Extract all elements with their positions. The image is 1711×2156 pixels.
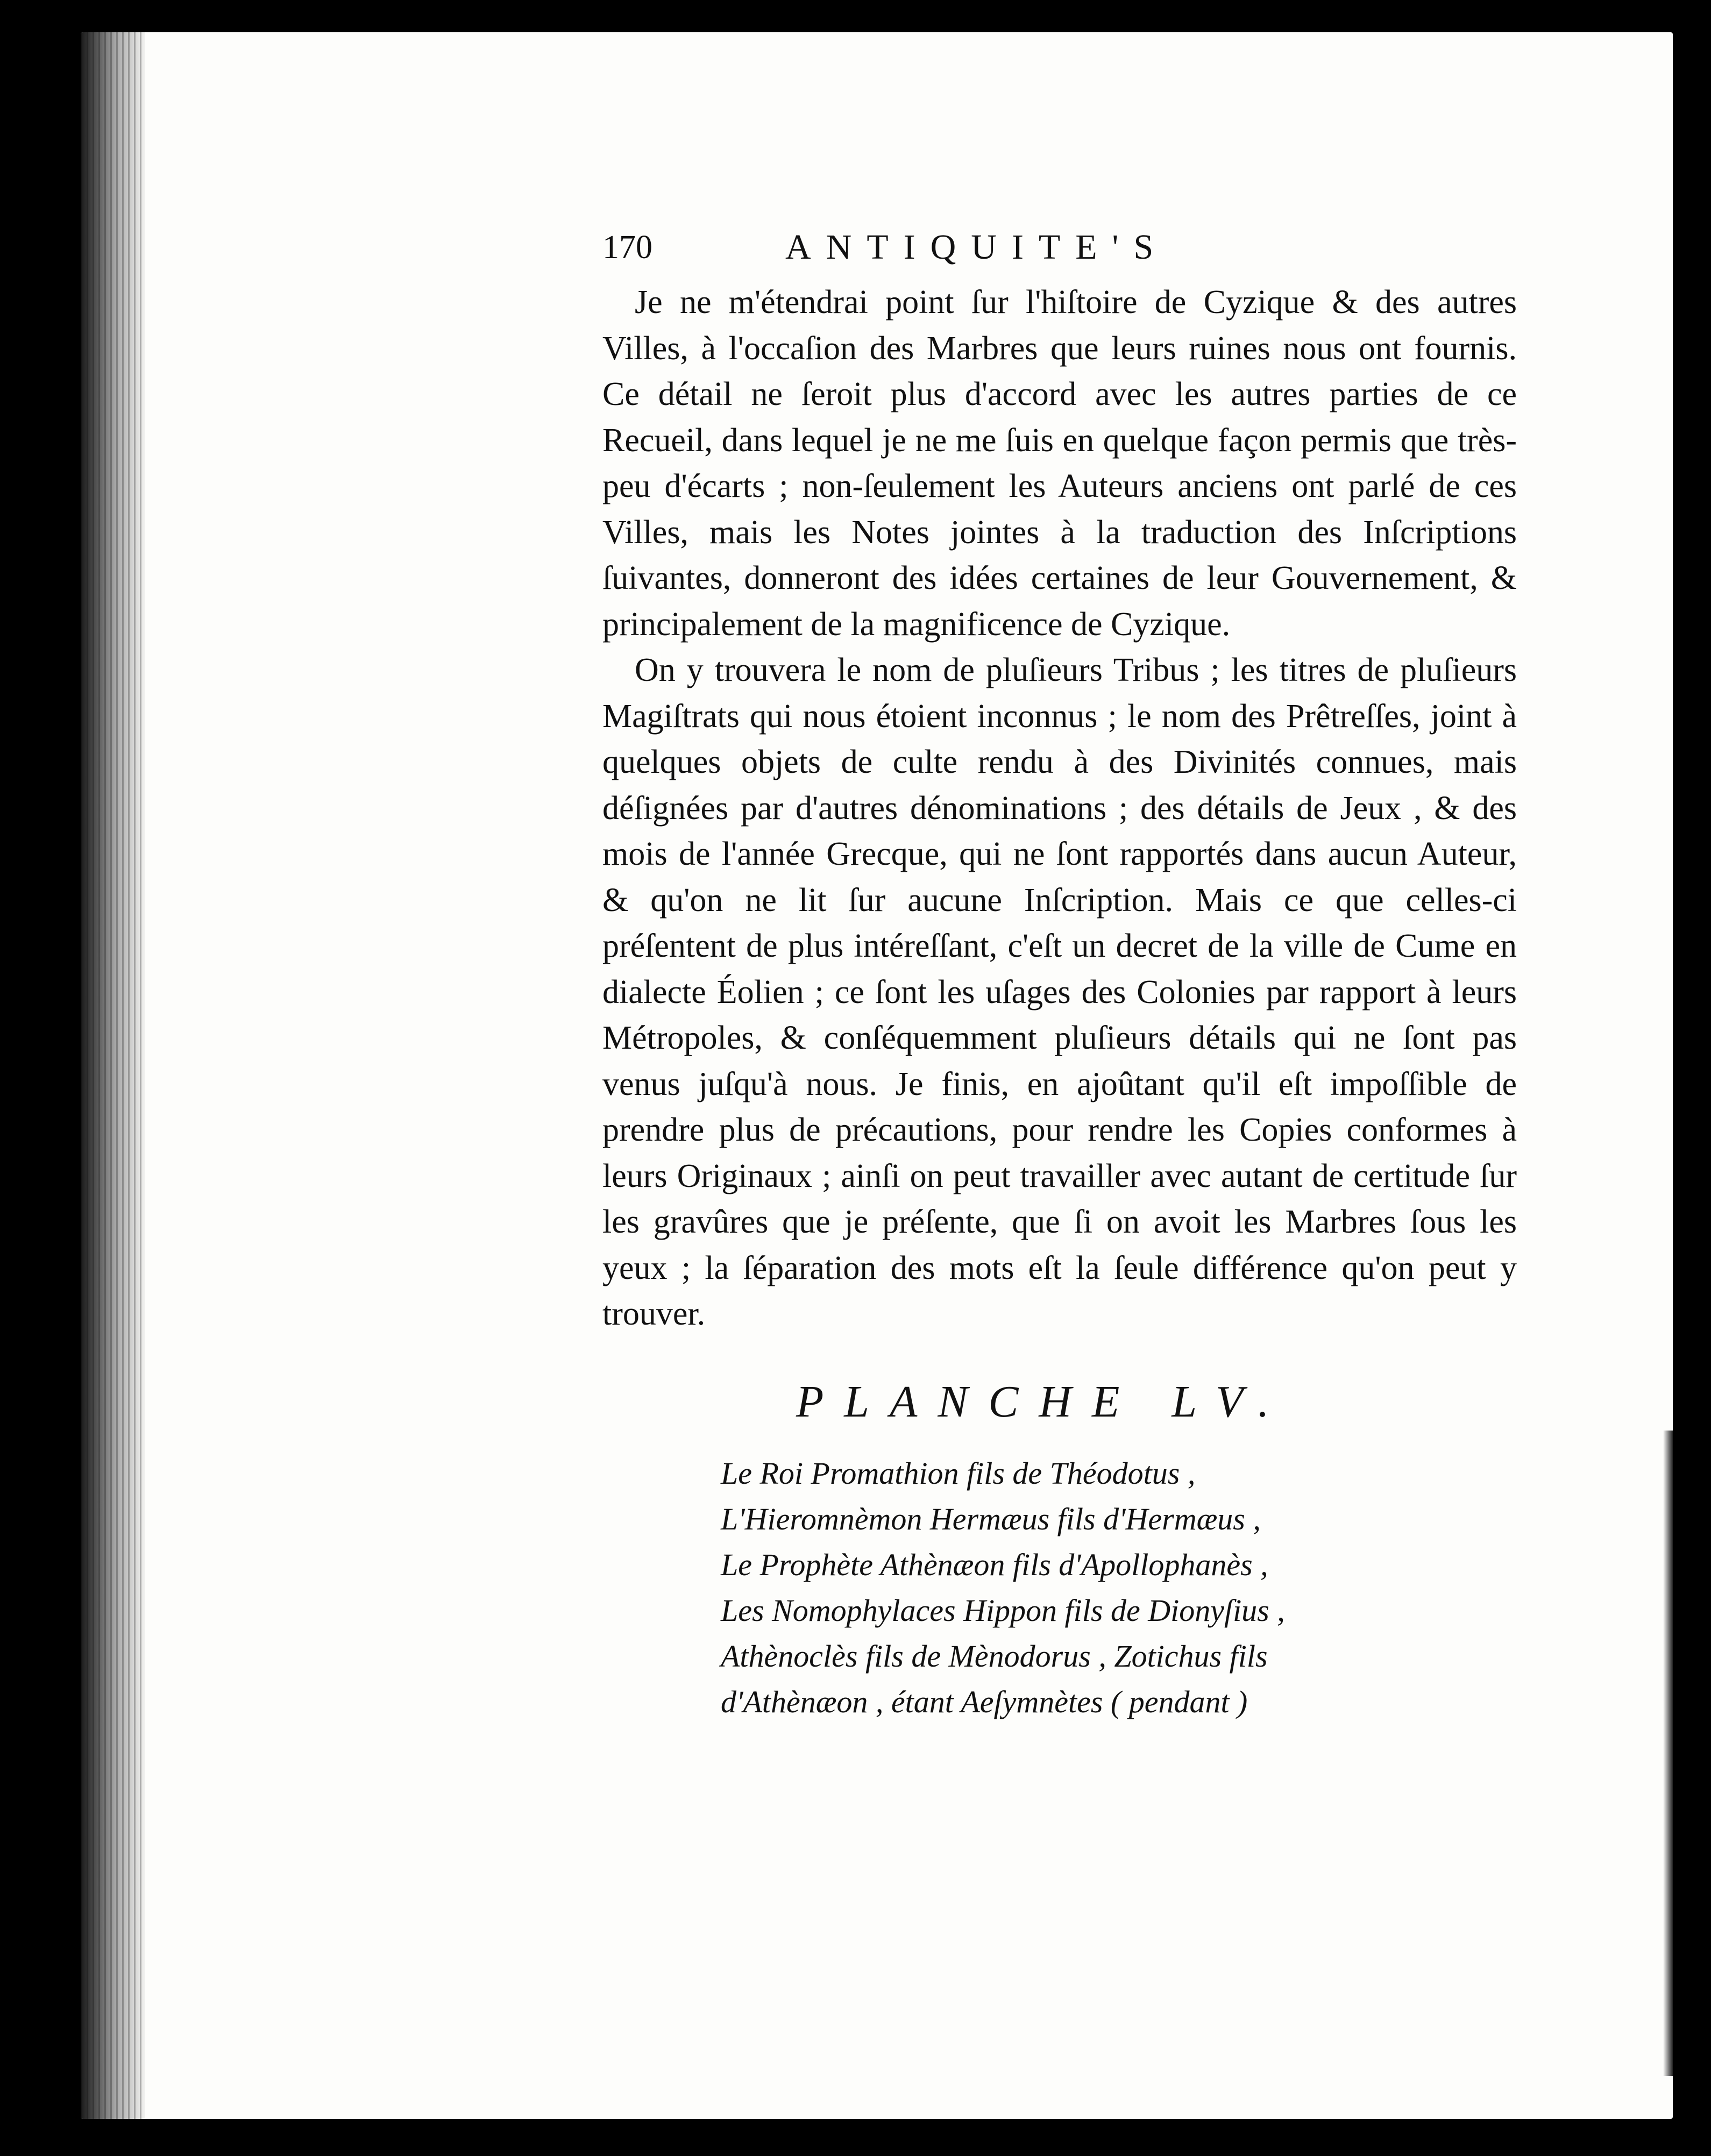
inscription-line: Le Prophète Athènæon fils d'Apollophanès , (721, 1547, 1268, 1582)
plate-inscription (721, 1450, 1517, 1725)
inscription-line: Athènoclès fils de Mènodorus , Zotichus fils (721, 1638, 1268, 1674)
gutter-shadow-streaks (81, 32, 145, 2119)
running-title: ANTIQUITE'S (785, 227, 1169, 267)
inscription-line: d'Athènæon , étant Aeſymnètes ( pendant ) (721, 1684, 1248, 1719)
page-edge-shadow (1663, 1431, 1673, 2076)
inscription-line: L'Hieromnèmon Hermæus fils d'Hermæus , (721, 1501, 1261, 1536)
inscription-line: Le Roi Promathion fils de Théodotus , (721, 1455, 1196, 1491)
text-block (602, 215, 1517, 1725)
paragraph-1: Je ne m'étendrai point ſur l'hiſtoire de Cyzique & des autres Villes, à l'occaſion des Marbres que leurs ruines nous ont fournis. Ce détail ne ſeroit plus d'accord avec les autres parties de ce Recueil, dans lequel je ne me ſuis en quelque façon permis que très-peu d'écarts ; non-ſeulement les Auteurs anciens ont parlé de ces Villes, mais les Notes jointes à la traduction des Inſcriptions ſuivantes, donneront des idées certaines de leur Gouvernement, & principalement de la magnificence de Cyzique. (602, 284, 1517, 643)
page-number: 170 (602, 229, 652, 266)
running-head (602, 215, 1517, 280)
inscription-line: Les Nomophylaces Hippon fils de Dionyſius , (721, 1592, 1285, 1628)
paragraph-2: On y trouvera le nom de pluſieurs Tribus ; les titres de pluſieurs Magiſtrats qui nous étoient inconnus ; le nom des Prêtreſſes, joint à quelques objets de culte rendu à des Divinités connues, mais déſignées par d'autres dénominations ; des détails de Jeux , & des mois de l'année Grecque, qui ne ſont rapportés dans aucun Auteur, & qu'on ne lit ſur aucune Inſcription. Mais ce que celles-ci préſentent de plus intéreſſant, c'eſt un decret de la ville de Cume en dialecte Éolien ; ce ſont les uſages des Colonies par rapport à leurs Métropoles, & conſéquemment pluſieurs détails qui ne ſont pas venus juſqu'à nous. Je finis, en ajoûtant qu'il eſt impoſſible de prendre plus de précautions, pour rendre les Copies conformes à leurs Originaux ; ainſi on peut travailler avec autant de certitude ſur les gravûres que je préſente, que ſi on avoit les Marbres ſous les yeux ; la ſéparation des mots eſt la ſeule différence qu'on peut y trouver. (602, 652, 1517, 1332)
book-page (81, 32, 1673, 2119)
plate-heading: PLANCHE LV. (796, 1376, 1290, 1427)
